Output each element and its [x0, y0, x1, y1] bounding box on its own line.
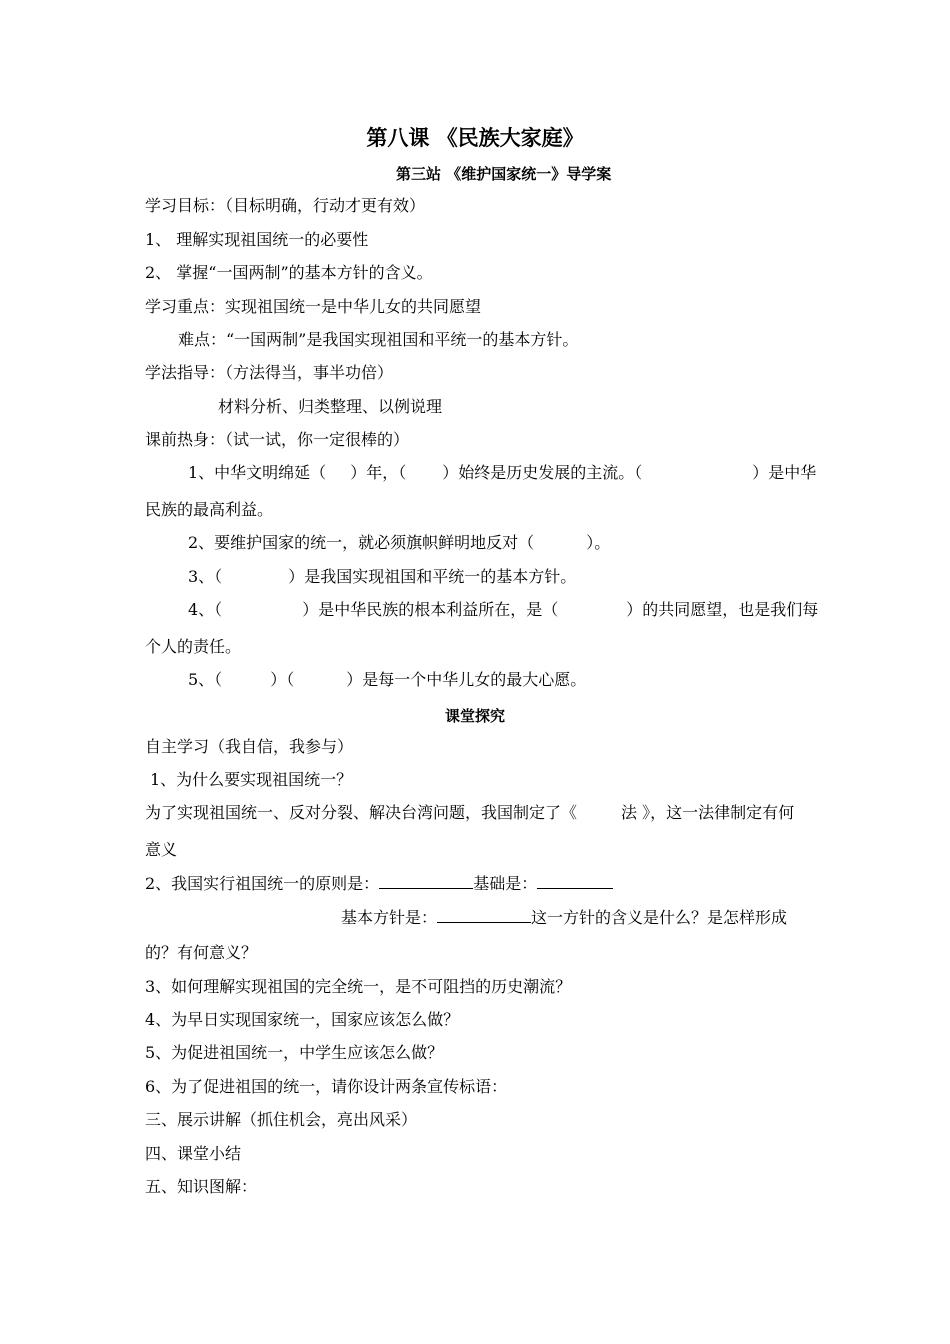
- key-point: 学习重点：实现祖国统一是中华儿女的共同愿望: [145, 297, 482, 316]
- document-title: 第八课 《民族大家庭》: [366, 126, 584, 150]
- warmup-question-4: 4、（ ）是中华民族的根本利益所在，是（ ）的共同愿望，也是我们每: [188, 600, 819, 619]
- explore-question-3: 3、如何理解实现祖国的完全统一，是不可阻挡的历史潮流？: [145, 977, 572, 996]
- explore-question-2: 2、我国实行祖国统一的原则是： 基础是：: [145, 873, 613, 894]
- goal-item-1: 1、 理解实现祖国统一的必要性: [145, 230, 369, 249]
- warmup-question-1-cont: 民族的最高利益。: [145, 500, 274, 519]
- explore-question-1-cont: 意义: [145, 840, 178, 859]
- section-5-heading: 五、知识图解：: [145, 1177, 258, 1196]
- warmup-heading: 课前热身：（试一试，你一定很棒的）: [145, 430, 410, 449]
- explore-question-4: 4、为早日实现国家统一，国家应该怎么做？: [145, 1010, 460, 1029]
- method-heading: 学法指导：（方法得当，事半功倍）: [145, 363, 394, 382]
- self-study-heading: 自主学习（我自信，我参与）: [145, 737, 354, 756]
- warmup-question-5: 5、（ ）（ ）是每一个中华儿女的最大心愿。: [188, 670, 587, 689]
- warmup-question-3: 3、（ ）是我国实现祖国和平统一的基本方针。: [188, 567, 577, 586]
- policy-blank[interactable]: [437, 907, 531, 923]
- explore-heading: 课堂探究: [444, 707, 505, 725]
- principle-blank[interactable]: [379, 873, 473, 889]
- goal-item-2: 2、 掌握“一国两制”的基本方针的含义。: [145, 263, 433, 282]
- explore-question-5: 5、为促进祖国统一，中学生应该怎么做？: [145, 1043, 444, 1062]
- explore-question-6: 6、为了促进祖国的统一，请你设计两条宣传标语：: [145, 1077, 508, 1096]
- difficult-point: 难点：“一国两制”是我国实现祖国和平统一的基本方针。: [178, 330, 579, 349]
- warmup-question-4-cont: 个人的责任。: [145, 637, 242, 656]
- goals-heading: 学习目标：（目标明确，行动才更有效）: [145, 196, 426, 215]
- warmup-question-2: 2、要维护国家的统一，就必须旗帜鲜明地反对（ ）。: [188, 533, 611, 552]
- explore-question-2-cont: 的？有何意义？: [145, 943, 258, 962]
- foundation-blank[interactable]: [537, 873, 613, 889]
- document-subtitle: 第三站 《维护国家统一》导学案: [396, 165, 612, 183]
- explore-question-1: 1、为什么要实现祖国统一？: [150, 770, 353, 789]
- section-3-heading: 三、展示讲解（抓住机会，亮出风采）: [145, 1110, 418, 1129]
- explore-question-1-text: 为了实现祖国统一、反对分裂、解决台湾问题，我国制定了《 法 》，这一法律制定有何: [145, 803, 795, 822]
- section-4-heading: 四、课堂小结: [145, 1144, 242, 1163]
- warmup-question-1: 1、中华文明绵延（ ）年，（ ）始终是历史发展的主流。（ ）是中华: [188, 463, 817, 482]
- method-content: 材料分析、归类整理、以例说理: [218, 397, 443, 416]
- explore-question-2-policy: 基本方针是： 这一方针的含义是什么？是怎样形成: [341, 908, 788, 927]
